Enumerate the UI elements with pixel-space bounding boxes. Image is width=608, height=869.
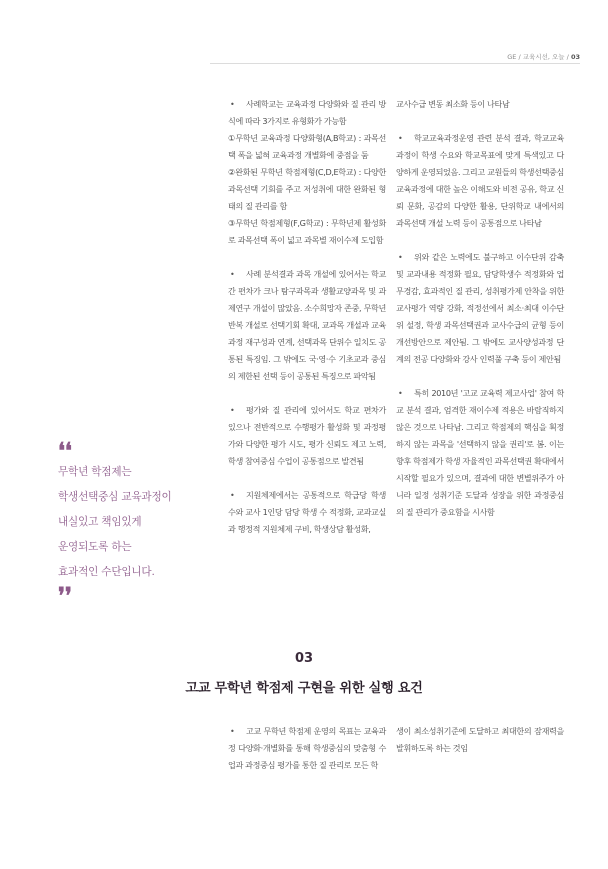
- pull-quote-line: 효과적인 수단입니다.: [58, 566, 155, 578]
- paragraph: • 사례학교는 교육과정 다양화와 질 관리 방식에 따라 3가지로 유형화가 가능함: [228, 96, 386, 130]
- header-separator: /: [566, 53, 569, 61]
- close-quote-icon: ❜❜: [58, 583, 72, 609]
- open-quote-icon: ❛❛: [58, 438, 72, 464]
- page-number: 03: [570, 53, 580, 61]
- section-title: 고교 무학년 학점제 구현을 위한 실행 요건: [185, 681, 423, 696]
- paragraph: • 특히 2010년 '고교 교육력 제고사업' 참여 학교 분석 결과, 엄격한 재이수제 적용은 바람직하지 않은 것으로 나타남. 그리고 학점제의 핵심을 획정하지 않는 과목을 '선택하지 않을 권리'로 봄. 이는 향후 학점제가 학생 자율적인 과목선택권 확대에서 시작할 필요가 있으며, 결과에 대한 변별위주가 아니라 일정 성취기준 도달과 성장을 위한 과정중심의 질 관리가 중요함을 시사함: [396, 385, 564, 521]
- paragraph: ①무학년 교육과정 다양화형(A,B학교) : 과목선택 폭을 넓혀 교육과정 개별화에 중점을 둠: [228, 133, 386, 160]
- paragraph: • 지원체제에서는 공통적으로 학급당 학생수와 교사 1인당 담당 학생 수 적정화, 교과교실과 행정적 지원체제 구비, 학생상담 활성화,: [228, 487, 386, 538]
- pull-quote: [58, 438, 198, 609]
- paragraph: • 사례 분석결과 과목 개설에 있어서는 학교 간 편차가 크나 탐구과목과 생활교양과목 및 과제연구 개설이 많았음. 소수희망자 존중, 무학년 반복 개설로 선택기회 확대, 교과목 개설과 교육과정 재구성과 연계, 선택과목 단위수 일치도 공통된 특징임. 그 밖에도 국·영·수 기초교과 중심의 제한된 선택 등이 공통된 특징으로 파악됨: [228, 266, 386, 385]
- paragraph: • 고교 무학년 학점제 운영의 목표는 교육과정 다양화·개별화를 통해 학생중심의 맞춤형 수업과 과정중심 평가를 통한 질 관리로 모든 학: [228, 723, 386, 774]
- paragraph: • 평가와 질 관리에 있어서도 학교 편차가 있으나 전반적으로 수행평가 활성화 및 과정평가와 다양한 평가 시도, 평가 신뢰도 제고 노력, 학생 참여중심 수업이 공통점으로 발견됨: [228, 402, 386, 470]
- header-section: GE: [507, 53, 517, 61]
- pull-quote-line: 내실있고 책임있게: [58, 516, 142, 528]
- bottom-left-column: [228, 723, 386, 774]
- section-number: 03: [294, 651, 314, 666]
- paragraph: ②완화된 무학년 학점제형(C,D,E학교) : 다양한 과목선택 기회를 주고 저성취에 대한 완화된 형태의 질 관리를 함: [228, 167, 386, 211]
- paragraph: ③무학년 학점제형(F,G학교) : 무학년제 활성화로 과목선택 폭이 넓고 과목별 재이수제 도입함: [228, 218, 386, 245]
- pull-quote-line: 무학년 학점제는: [58, 466, 132, 478]
- pull-quote-line: 운영되도록 하는: [58, 541, 132, 553]
- left-column: [228, 96, 386, 538]
- bottom-right-column: [396, 723, 564, 757]
- header-subtitle: 교육시선, 오늘: [522, 53, 565, 61]
- paragraph: • 학교교육과정운영 관련 분석 결과, 학교교육과정이 학생 수요와 학교목표에 맞게 특색있고 다양하게 운영되었음. 그리고 교원들의 학생선택중심 교육과정에 대한 높은 이해도와 비전 공유, 학교 신뢰 문화, 공감의 다양한 활용, 단위학교 내에서의 과목선택 개설 노력 등이 공통점으로 나타남: [396, 130, 564, 232]
- right-column: [396, 96, 564, 521]
- paragraph: 생이 최소성취기준에 도달하고 최대한의 잠재력을 발휘하도록 하는 것임: [396, 726, 564, 753]
- pull-quote-line: 학생선택중심 교육과정이: [58, 491, 172, 503]
- paragraph: • 위와 같은 노력에도 불구하고 이수단위 감축 및 교과내용 적정화 필요, 담당학생수 적정화와 업무경감, 효과적인 질 관리, 성취평가제 안착을 위한 교사평가 역량 강화, 적정선에서 최소·최대 이수단위 설정, 학생 과목선택권과 교사수급의 균형 등이 개선방안으로 제안됨. 그 밖에도 교사양성과정 단계의 전공 다양화와 강사 인력풀 구축 등이 제안됨: [396, 249, 564, 368]
- paragraph: 교사수급 변동 최소화 등이 나타남: [396, 99, 510, 109]
- header-divider: [210, 63, 580, 64]
- header-separator: /: [518, 53, 521, 61]
